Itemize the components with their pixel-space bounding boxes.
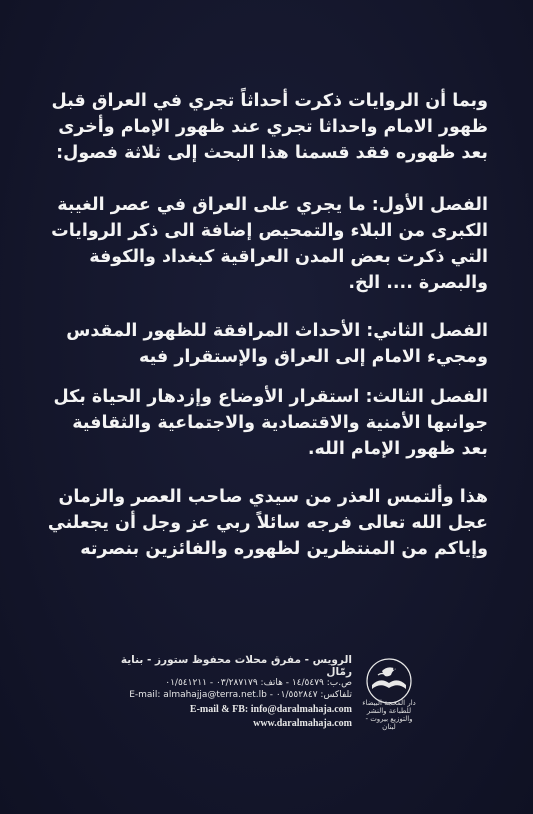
text-line: بعد ظهور الإمام الله.: [307, 439, 488, 459]
publisher-phone: ص.ب: ١٤/٥٤٧٩ - هاتف: ٠٣/٢٨٧١٧٩ - ٠١/٥٤١٢١١: [165, 678, 352, 688]
text-line: الفصل الثالث: استقرار الأوضاع وإزدهار الحياة بكل: [53, 387, 488, 407]
chapter-two-paragraph: [66, 318, 488, 370]
text-line: بعد ظهوره فقد قسمنا هذا البحث إلى ثلاثة فصول:: [56, 143, 488, 163]
publisher-website: www.daralmahaja.com: [253, 717, 352, 729]
publisher-fax-email: تلفاكس: ٠١/٥٥٢٨٤٧ - E-mail: almahajja@terra.net.lb: [129, 689, 352, 700]
closing-paragraph: [47, 484, 488, 562]
text-line: الفصل الثاني: الأحداث المرافقة للظهور المقدس: [66, 321, 488, 341]
chapter-one-paragraph: [51, 192, 488, 296]
text-line: التي ذكرت بعض المدن العراقية كبغداد والكوفة: [89, 247, 488, 267]
publisher-subtitle: للطباعة والنشر والتوزيع بيروت - لبنان: [365, 707, 413, 731]
text-line: جوانبها الأمنية والاقتصادية والاجتماعية والثقافية: [72, 413, 488, 433]
publisher-name: دار المحجة البيضاء: [362, 699, 416, 707]
text-line: ومجيء الامام إلى العراق والإستقرار فيه: [139, 347, 488, 367]
text-line: الكبرى من البلاء والتمحيص إضافة الى ذكر الروايات: [51, 221, 488, 241]
text-line: وإياكم من المنتظرين لظهوره والفائزين بنصرته: [80, 539, 488, 559]
publisher-block: [120, 654, 420, 731]
chapter-three-paragraph: [53, 384, 488, 462]
text-line: والبصرة .... الخ.: [348, 273, 488, 293]
intro-paragraph: [51, 88, 488, 166]
text-line: وبما أن الروايات ذكرت أحداثاً تجري في العراق قبل: [51, 91, 488, 111]
text-line: هذا وألتمس العذر من سيدي صاحب العصر والزمان: [58, 487, 488, 507]
publisher-address: الرويس - مفرق محلات محفوظ ستورز - بناية رمّال: [120, 654, 352, 678]
text-line: عجل الله تعالى فرجه سائلاً ربي عز وجل أن يجعلني: [47, 513, 488, 533]
text-line: ظهور الامام واحداثا تجري عند ظهور الإمام وأخرى: [58, 117, 488, 137]
publisher-email-fb: E-mail & FB: info@daralmahaja.com: [189, 704, 352, 715]
publisher-contact: [120, 655, 352, 729]
publisher-logo-caption: [358, 699, 420, 731]
text-line: الفصل الأول: ما يجري على العراق في عصر الغيبة: [57, 195, 488, 215]
